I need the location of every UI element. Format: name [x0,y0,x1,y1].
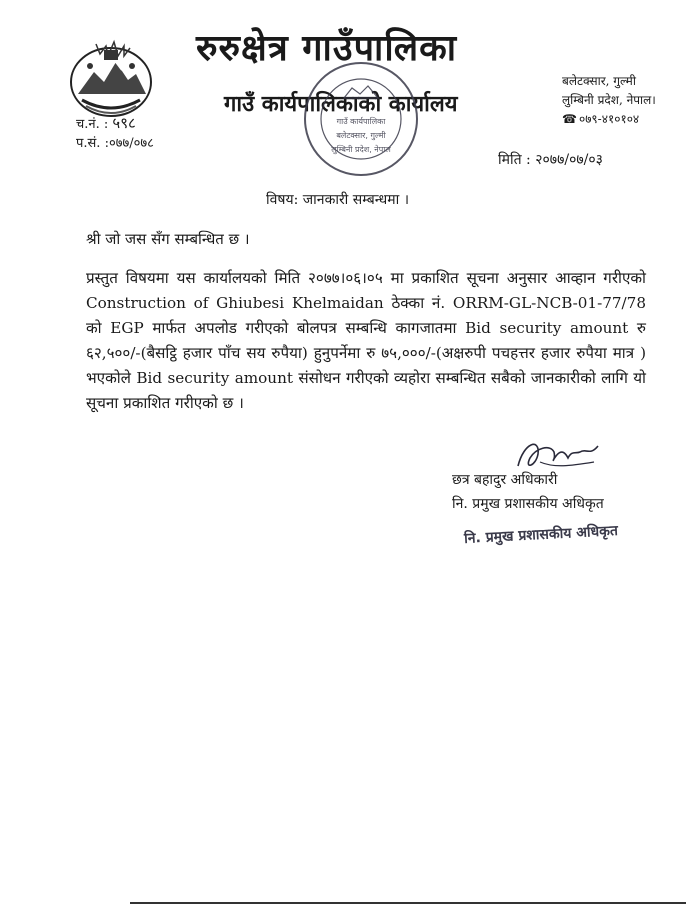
office-title: रुरुक्षेत्र गाउँपालिका [196,27,458,69]
stamp-line-2: बलेटक्सार, गुल्मी [336,131,386,140]
letter-date [498,150,648,169]
signatory-stamp-icon [460,516,660,550]
signatory-name: छत्र बहादुर अधिकारी [452,472,558,488]
phone-icon: ☎ [562,112,577,126]
phone-line [562,110,692,129]
patra-label: प.सं. : [76,136,109,151]
stamp-line-3: लुम्बिनी प्रदेश, नेपाल [331,145,391,154]
signatory-title: नि. प्रमुख प्रशासकीय अधिकृत [452,496,604,512]
chalani-label: च.नं. : [76,117,109,132]
letter-subject: विषय: जानकारी सम्बन्धमा । [266,192,410,208]
office-stamp-icon [300,58,422,180]
chalani-number [76,114,216,134]
date-label: मिति : [498,152,531,168]
date-value: २०७७/०७/०३ [535,152,603,168]
reference-block [76,114,216,153]
letter-body: प्रस्तुत विषयमा यस कार्यालयको मिति २०७७।०६।०५ मा प्रकाशित सूचना अनुसार आव्हान गरीएको Construction of Ghiubesi Khelmaidan ठेक्का नं. ORRM-GL-NCB-01-77/78 को EGP मार्फत अपलोड गरीएको बोलपत्र सम्बन्धि कागजातमा Bid security amount रु ६२,५००/-(बैसट्ठि हजार पाँच सय रुपैया) हुनुपर्नेमा रु ७५,०००/-(अक्षरुपी पचहत्तर हजार रुपैया मात्र ) भएकोले Bid security amount संसोधन गरीएको व्यहोरा सम्बन्धित सबैको जानकारीको लागि यो सूचना प्रकाशित गरीएको छ । [86,269,646,412]
office-address [562,72,692,129]
patra-value: ०७७/०७८ [108,136,154,151]
office-subtitle: गाउँ कार्यपालिकाको कार्यालय [224,91,458,117]
letter-recipient: श्री जो जस सँग सम्बन्धित छ । [86,230,250,248]
nepal-emblem-icon [66,36,156,122]
phone-number: ०७९-४१०१०४ [578,112,640,126]
signatory-stamp-text: नि. प्रमुख प्रशासकीय अधिकृत [463,522,619,548]
stamp-line-1: गाउँ कार्यपालिका [336,117,386,126]
patra-sankhya [76,134,216,153]
chalani-value: ५९८ [112,114,136,132]
address-line-1: बलेटक्सार, गुल्मी [562,74,636,88]
bottom-divider [130,902,686,904]
address-line-2: लुम्बिनी प्रदेश, नेपाल। [562,93,656,107]
